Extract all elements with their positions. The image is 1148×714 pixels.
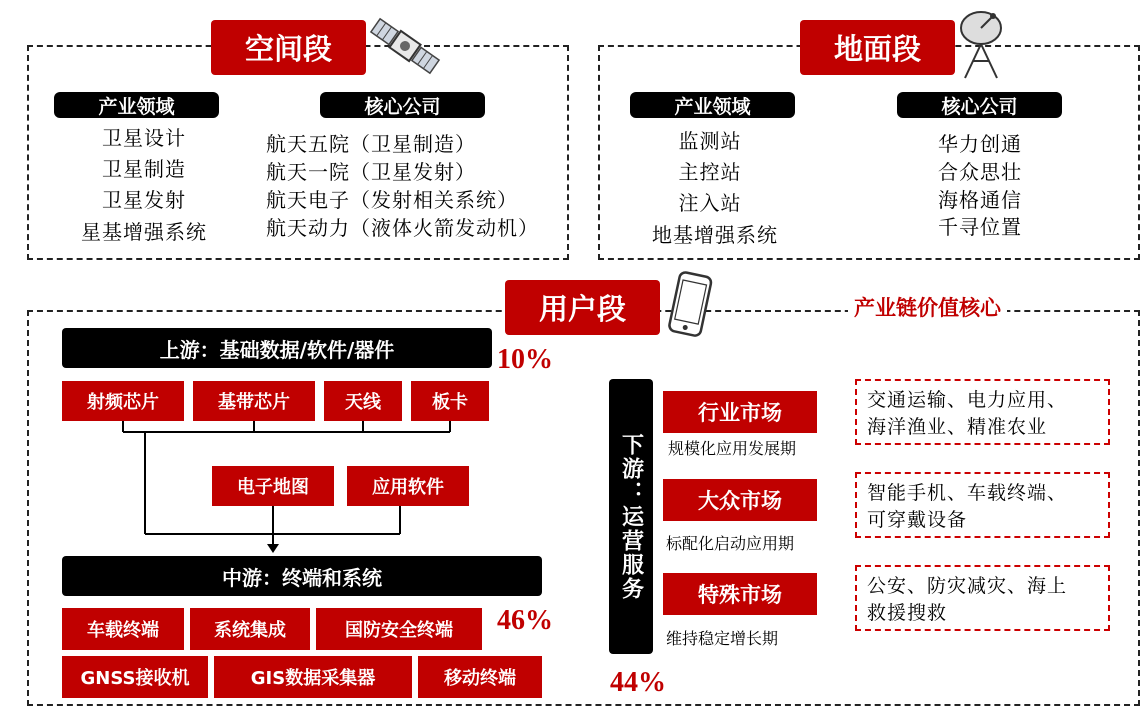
midstream-item: 车载终端 [62,608,184,650]
upstream-item: 天线 [324,381,402,421]
upstream-item: 板卡 [411,381,489,421]
ground-industry-item: 地基增强系统 [652,223,778,247]
market-apps-line: 救援搜救 [867,602,948,624]
space-industry-item: 星基增强系统 [81,220,207,244]
space-industry-item: 卫星发射 [102,188,186,212]
upstream-item: 基带芯片 [193,381,315,421]
upstream-item: 电子地图 [212,466,334,506]
upstream-title: 上游：基础数据/软件/器件 [62,328,492,368]
ground-company-item: 合众思壮 [938,160,1022,184]
space-company-item: 航天一院（卫星发射） [266,160,476,184]
space-company-header: 核心公司 [320,92,485,118]
ground-industry-header: 产业领域 [630,92,795,118]
value-core-label: 产业链价值核心 [848,292,1007,322]
space-industry-header: 产业领域 [54,92,219,118]
market-apps-line: 可穿戴设备 [867,509,968,531]
downstream-percent: 44% [610,667,666,698]
midstream-item: 系统集成 [190,608,310,650]
midstream-item: GIS数据采集器 [214,656,412,698]
ground-segment-title: 地面段 [800,20,955,75]
market-stage: 标配化启动应用期 [666,534,795,553]
upstream-item: 应用软件 [347,466,469,506]
midstream-title: 中游：终端和系统 [62,556,542,596]
upstream-item: 射频芯片 [62,381,184,421]
downstream-title-text: 下游：运营服务 [618,432,644,601]
midstream-item: 移动终端 [418,656,542,698]
ground-industry-item: 主控站 [678,160,742,184]
midstream-percent: 46% [497,605,553,636]
ground-company-item: 海格通信 [938,188,1022,212]
space-company-item: 航天电子（发射相关系统） [266,188,518,212]
market-name: 特殊市场 [663,573,817,615]
space-company-item: 航天五院（卫星制造） [266,132,476,156]
market-apps-line: 海洋渔业、精准农业 [867,416,1048,438]
ground-industry-item: 监测站 [678,129,742,153]
space-industry-item: 卫星制造 [102,157,186,181]
ground-industry-item: 注入站 [678,191,742,215]
space-industry-item: 卫星设计 [102,126,186,150]
ground-company-item: 千寻位置 [938,215,1022,239]
ground-company-header: 核心公司 [897,92,1062,118]
market-name: 行业市场 [663,391,817,433]
user-segment-title: 用户段 [505,280,660,335]
downstream-title [609,379,653,654]
market-apps-line: 公安、防灾减灾、海上 [867,575,1068,597]
midstream-item: 国防安全终端 [316,608,482,650]
upstream-percent: 10% [497,344,553,375]
space-company-item: 航天动力（液体火箭发动机） [266,216,539,240]
market-stage: 维持稳定增长期 [666,629,779,648]
space-segment-title: 空间段 [211,20,366,75]
market-apps-line: 智能手机、车载终端、 [867,482,1068,504]
market-stage: 规模化应用发展期 [668,439,797,458]
ground-company-item: 华力创通 [938,132,1022,156]
midstream-item: GNSS接收机 [62,656,208,698]
market-name: 大众市场 [663,479,817,521]
market-apps-line: 交通运输、电力应用、 [867,389,1068,411]
